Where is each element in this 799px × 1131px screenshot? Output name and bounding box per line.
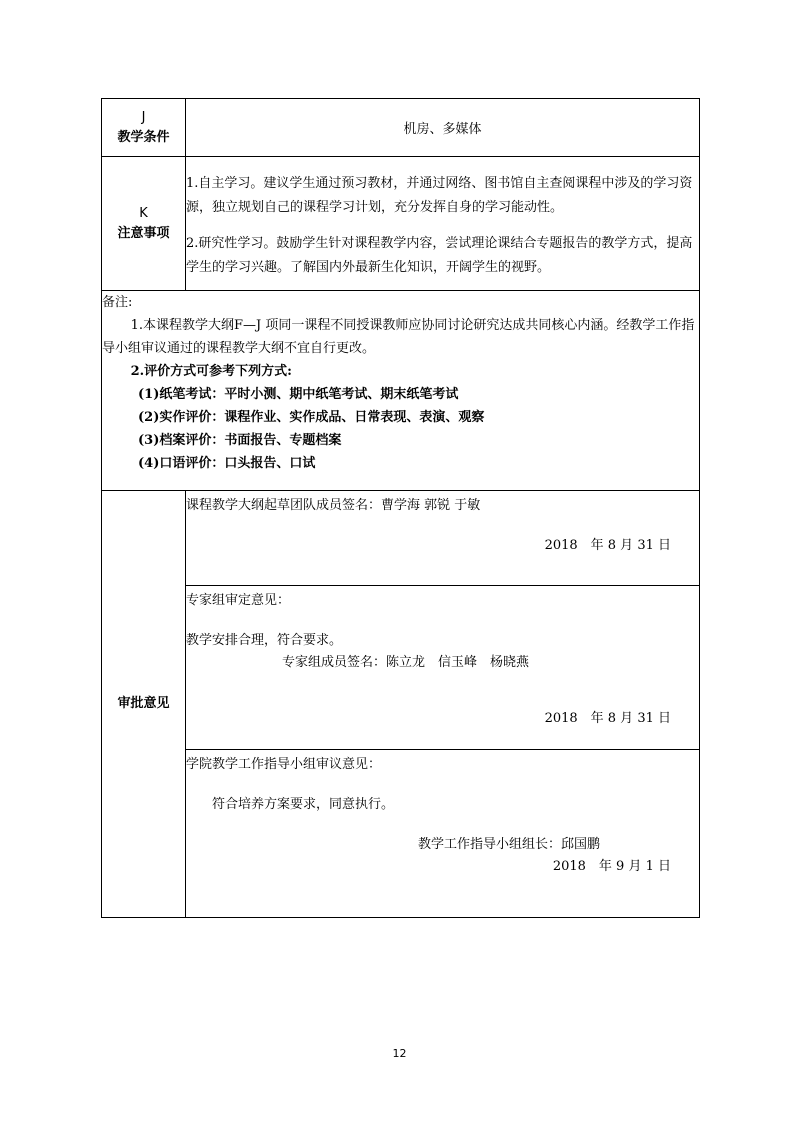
row-college-review [102, 750, 700, 918]
college-review-cell [186, 750, 700, 918]
college-date: 2018 年 9 月 1 日 [552, 859, 671, 874]
approval-label: 审批意见 [102, 491, 186, 918]
self-study-paragraph: 1.自主学习。建议学生通过预习教材，并通过网络、图书馆自主查阅课程中涉及的学习资源，独立规划自己的课程学习计划，充分发挥自身的学习能动性。 [186, 176, 693, 215]
expert-review-opinion: 教学安排合理，符合要求。 [186, 633, 343, 648]
evaluation-method-2: (2)实作评价：课程作业、实作成品、日常表现、表演、观察 [138, 410, 485, 425]
row-letter-k: K [139, 205, 148, 221]
row-letter-j: J [141, 109, 146, 125]
row-label-teaching-conditions: 教学条件 [117, 129, 170, 145]
expert-date: 2018 年 8 月 31 日 [544, 711, 671, 726]
row-teaching-conditions [102, 99, 700, 157]
draft-team-signature: 课程教学大纲起草团队成员签名：曹学海 郭锐 于敏 [186, 498, 481, 513]
expert-review-title: 专家组审定意见： [186, 593, 291, 608]
draft-team-cell [186, 491, 700, 586]
evaluation-method-3: (3)档案评价：书面报告、专题档案 [138, 433, 342, 448]
label-cell-j [102, 99, 186, 157]
remarks-cell [102, 291, 700, 491]
row-expert-review [102, 586, 700, 750]
college-leader-signature: 教学工作指导小组组长：邱国鹏 [418, 837, 601, 852]
remarks-item-2: 2.评价方式可参考下列方式: [130, 364, 292, 379]
syllabus-table [101, 98, 700, 918]
page-number: 12 [392, 1047, 407, 1060]
research-study-paragraph: 2.研究性学习。鼓励学生针对课程教学内容，尝试理论课结合专题报告的教学方式，提高学生的学习兴趣。了解国内外最新生化知识，开阔学生的视野。 [186, 236, 693, 275]
evaluation-method-4: (4)口语评价：口头报告、口试 [138, 456, 316, 471]
remarks-item-1: 1.本课程教学大纲F—J 项同一课程不同授课教师应协同讨论研究达成共同核心内涵。经教学工作指导小组审议通过的课程教学大纲不宜自行更改。 [102, 318, 695, 356]
row-remarks [102, 291, 700, 491]
form-sheet [101, 98, 699, 918]
notes-matters-content [186, 157, 700, 291]
teaching-conditions-value: 机房、多媒体 [186, 99, 700, 157]
row-notes-matters [102, 157, 700, 291]
expert-members-signature: 专家组成员签名：陈立龙 信玉峰 杨晓燕 [282, 655, 530, 670]
college-review-title: 学院教学工作指导小组审议意见： [186, 757, 382, 772]
row-draft-team [102, 491, 700, 586]
draft-date: 2018 年 8 月 31 日 [544, 538, 671, 553]
evaluation-method-1: (1)纸笔考试：平时小测、期中纸笔考试、期末纸笔考试 [138, 387, 459, 402]
remarks-title: 备注: [102, 295, 133, 310]
expert-review-cell [186, 586, 700, 750]
college-review-opinion: 符合培养方案要求，同意执行。 [212, 797, 395, 812]
label-cell-k [102, 157, 186, 291]
row-label-notes-matters: 注意事项 [117, 225, 170, 241]
